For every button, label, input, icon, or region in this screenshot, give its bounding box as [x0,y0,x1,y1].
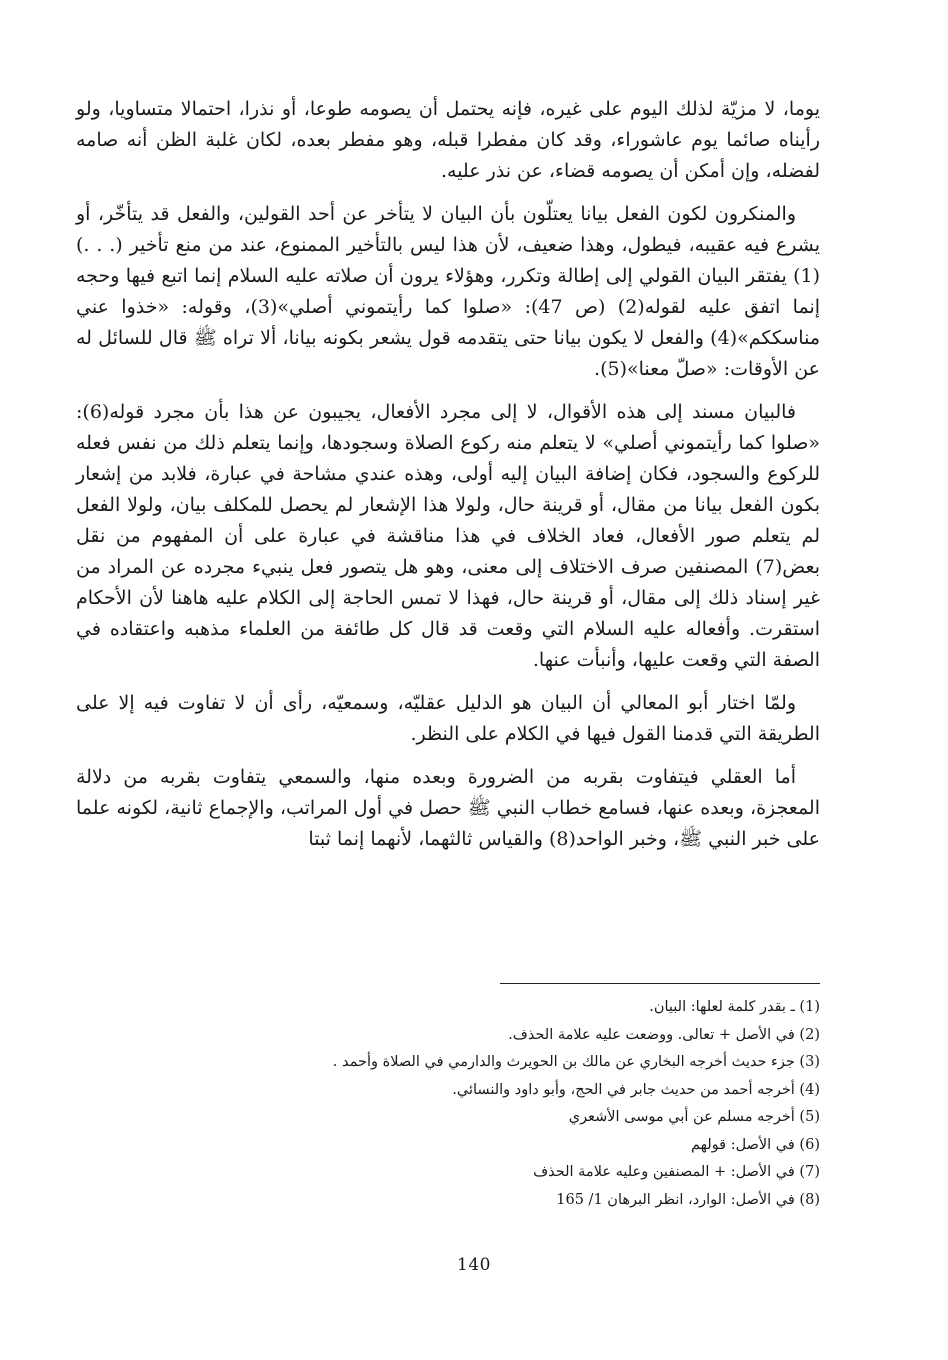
footnote-5: (5) أخرجه مسلم عن أبي موسى الأشعري [568,1109,820,1125]
footnotes [180,994,820,1214]
paragraph-1: يوما، لا مزيّة لذلك اليوم على غيره، فإنه يحتمل أن يصومه طوعا، أو نذرا، احتمالا متساويا، ولو رأيناه صائما يوم عاشوراء، وقد كان مفطرا قبله، وهو مفطر بعده، لكان غلبة الظن أنه صامه لفضله، وإن أمكن أن يصومه قضاء، عن نذر عليه. [76,98,820,182]
footnote-separator [500,983,820,984]
paragraph-3: فالبيان مسند إلى هذه الأقوال، لا إلى مجرد الأفعال، يجيبون عن هذا بأن مجرد قوله(6): «صلوا كما رأيتموني أصلي» لا يتعلم منه ركوع الصلاة وسجودها، وإنما يتعلم ذلك من نفس فعله للركوع والسجود، فكان إضافة البيان إليه أولى، وهذه عندي مشاحة في عبارة، فلابد من إشعار بكون الفعل بيانا من مقال، أو قرينة حال، ولولا هذا الإشعار لم يحصل للمكلف بيان، ولولا الفعل لم يتعلم صور الأفعال، فعاد الخلاف في هذا مناقشة في عبارة على أن المفهوم من نقل بعض(7) المصنفين صرف الاختلاف إلى معنى، وهو هل يتصور فعل ينبيء مجرده عن المراد من غير إسناد ذلك إلى مقال، أو قرينة حال، فهذا لا تمس الحاجة إلى الكلام عليه هاهنا لأن الأحكام استقرت. وأفعاله عليه السلام التي وقعت قد قال كل طائفة من العلماء مذهبه واعتقاده في الصفة التي وقعت عليها، وأنبأت عنها. [76,401,820,671]
footnote-8: (8) في الأصل: الوارد، انظر البرهان 1/ 165 [556,1191,820,1208]
paragraph-5: أما العقلي فيتفاوت بقربه من الضرورة وبعده منها، والسمعي يتفاوت بقربه من دلالة المعجزة، وبعده عنها، فسامع خطاب النبي ﷺ حصل في أول المراتب، والإجماع ثانية، لكونه علما على خبر النبي ﷺ، وخبر الواحد(8) والقياس ثالثهما، لأنهما إنما ثبتا [76,766,820,850]
footnote-2: (2) في الأصل + تعالى. ووضعت عليه علامة الحذف. [508,1026,820,1043]
page-number: 140 [457,1255,491,1275]
footnote-7: (7) في الأصل: + المصنفين وعليه علامة الحذف [533,1164,820,1180]
footnote-3: (3) جزء حديث أخرجه البخاري عن مالك بن الحويرث والدارمي في الصلاة وأحمد . [332,1054,820,1070]
paragraph-2: والمنكرون لكون الفعل بيانا يعتلّون بأن البيان لا يتأخر عن أحد القولين، والفعل قد يتأخّر، أو يشرع فيه عقيبه، فيطول، وهذا ضعيف، لأن هذا ليس بالتأخير الممنوع، عند من منع تأخير (. . .)(1) يفتقر البيان القولي إلى إطالة وتكرر، وهؤلاء يرون أن صلاته عليه السلام إنما اتبع فيها وحجه إنما اتفق عليه لقوله(2) (ص 47): «صلوا كما رأيتموني أصلي»(3)، وقوله: «خذوا عني مناسككم»(4) والفعل لا يكون بيانا حتى يتقدمه قول يشعر بكونه بيانا، ألا تراه ﷺ قال للسائل له عن الأوقات: «صلّ معنا»(5). [76,203,821,380]
footnote-6: (6) في الأصل: قولهم [690,1136,820,1153]
footnote-1: (1) ـ بقدر كلمة لعلها: البيان. [649,999,820,1015]
paragraph-4: ولمّا اختار أبو المعالي أن البيان هو الدليل عقليّه، وسمعيّه، رأى أن لا تفاوت فيه إلا على الطريقة التي قدمنا القول فيها في الكلام على النظر. [76,692,820,745]
footnote-4: (4) أخرجه أحمد من حديث جابر في الحج، وأبو داود والنسائي. [452,1081,820,1098]
main-text [76,94,820,855]
